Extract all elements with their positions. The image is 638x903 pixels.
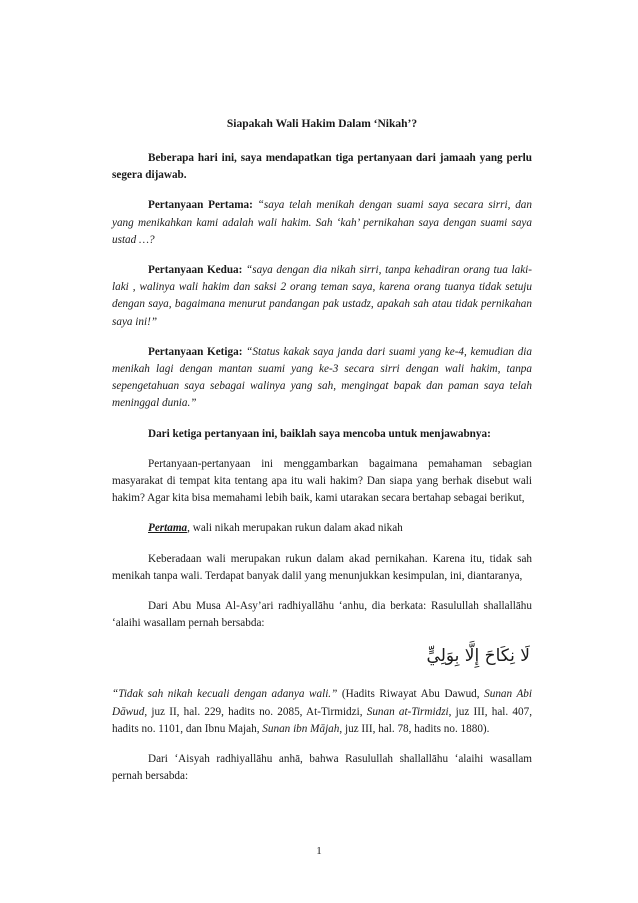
hadith-quote: “Tidak sah nikah kecuali dengan adanya wali.”: [112, 688, 338, 701]
point-1: [112, 520, 532, 537]
question-1: [112, 197, 532, 249]
hadith-book-1: Sunan Abi Dāwud: [112, 688, 532, 718]
hadith-translation: [112, 686, 532, 738]
question-2: [112, 262, 532, 331]
hadith-book-3: Sunan ibn Mājah: [262, 722, 340, 735]
intro-paragraph: Beberapa hari ini, saya mendapatkan tiga pertanyaan dari jamaah yang perlu segera dijawab.: [112, 152, 532, 182]
paragraph-4: Dari ‘Aisyah radhiyallāhu anhā, bahwa Rasulullah shallallāhu ‘alaihi wasallam pernah bersabda:: [112, 753, 532, 783]
paragraph-2: Keberadaan wali merupakan rukun dalam akad pernikahan. Karena itu, tidak sah menikah tanpa wali. Terdapat banyak dalil yang menunjukkan kesimpulan, ini, diantaranya,: [112, 552, 532, 582]
point-1-label: Pertama: [148, 522, 188, 535]
paragraph-3: Dari Abu Musa Al-Asy’ari radhiyallāhu ‘anhu, dia berkata: Rasulullah shallallāhu ‘alaihi wasallam pernah bersabda:: [112, 600, 532, 630]
document-page: [112, 118, 532, 798]
arabic-hadith-text: لَا نِكَاحَ إِلَّا بِوَلِيٍّ: [426, 646, 530, 667]
question-3-text: “Status kakak saya janda dari suami yang ke-4, kemudian dia menikah lagi dengan mantan suami yang ke-3 secara sirri dengan wali hakim, tanpa sepengetahuan saya sebagai walinya yang sah, mengingat bapak dan paman saya telah meninggal dunia.”: [112, 345, 532, 410]
question-2-label: Pertanyaan Kedua:: [148, 264, 243, 277]
paragraph-1: Pertanyaan-pertanyaan ini menggambarkan bagaimana pemahaman sebagian masyarakat di tempat kita tentang apa itu wali hakim? Dan siapa yang berhak disebut wali hakim? Agar kita bisa memahami lebih baik, kami utarakan secara bertahap sebagai berikut,: [112, 457, 532, 505]
question-1-text: “saya telah menikah dengan suami saya secara sirri, dan yang menikahkan kami adalah wali hakim. Sah ‘kah’ pernikahan saya dengan suami saya ustad …?: [112, 199, 532, 246]
document-title: Siapakah Wali Hakim Dalam ‘Nikah’?: [226, 118, 418, 130]
question-3-label: Pertanyaan Ketiga:: [148, 345, 243, 358]
question-2-text: “saya dengan dia nikah sirri, tanpa kehadiran orang tua laki-laki , walinya wali hakim dan saksi 2 orang teman saya, karena orang tuanya tidak setuju dengan saya, bagaimana menurut pandangan pak ustadz, apakah sah atau tidak pernikahan saya ini!”: [112, 264, 532, 328]
answer-heading: Dari ketiga pertanyaan ini, baiklah saya mencoba untuk menjawabnya:: [148, 427, 491, 440]
question-3: [112, 344, 532, 413]
hadith-ref-3: , juz III, hal. 407, hadits no. 1101, dan Ibnu Majah,: [112, 705, 532, 735]
point-1-text: , wali nikah merupakan rukun dalam akad nikah: [187, 522, 403, 535]
page-number: 1: [316, 845, 322, 857]
hadith-ref-4: , juz III, hal. 78, hadits no. 1880).: [339, 722, 490, 735]
question-1-label: Pertanyaan Pertama:: [148, 199, 253, 212]
hadith-book-2: Sunan at-Tirmidzi: [366, 705, 449, 718]
hadith-ref-2: , juz II, hal. 229, hadits no. 2085, At-Tirmidzi,: [144, 705, 367, 718]
hadith-ref-1: (Hadits Riwayat Abu Dawud,: [337, 688, 485, 701]
